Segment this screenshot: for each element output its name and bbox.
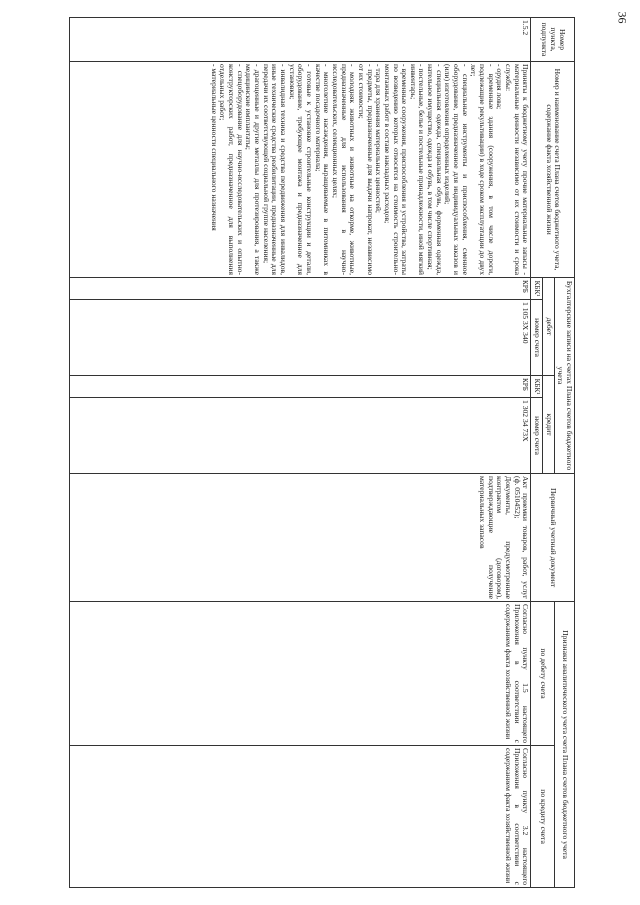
row-kbk-credit: КРБ bbox=[70, 376, 531, 398]
row-account-debit: 1 105 3X 340 bbox=[70, 300, 531, 376]
row-description: Приняты к бюджетному учету прочие материальные запасы - материальные ценности независимо от их стоимости и срока службы: - орудия лова; - временные здания (сооружения, в том числе дороги, подлежащие рекультивации) в ходе сроком эксплуатации до двух лет; - специальные инструменты и приспособления, сменное оборудование, предназначенное для индивидуальных заказов и (или) изготовления определенных изделий; - специальная одежда, специальная обувь, форменная одежда, нательное имущество, одежда и обувь, в том числе спортивная; - постельные, белье и постельные принадлежности, иной мягкий инвентарь; - временные сооружения, приспособления и устройства, затраты по возведению которых относятся на стоимость строительно-монтажных работ в составе накладных расходов; - тара для хранения материальных ценностей; - предметы, предназначенные для выдачи напрокат, независимо от их стоимости; - молодняк животных и животные на откорме, животные, предназначенные для использования в научно-исследовательских, селекционных целях; - многолетние насаждения, выращиваемые в питомниках в качестве посадочного материала; - готовые к установке строительные конструкции и детали, оборудование, требующее монтажа и предназначенное для установки; - инвалидная техника и средства передвижения для инвалидов, иные технические средства реабилитации, предназначенные для передачи их соответствующей социальной группе населения; - драгоценные и другие металлы для протезирования, а также медицинские имплантаты; - спецоборудование для научно-исследовательских и опытно-конструкторских работ, предназначенное для выполнения отдельных работ; - материальные ценности специального назначения bbox=[70, 62, 531, 278]
page-number: 36 bbox=[615, 11, 630, 24]
header-debit: дебет bbox=[543, 278, 555, 376]
header-document: Первичный учетный документ bbox=[531, 474, 575, 602]
header-kbk-credit: КБК¹ bbox=[531, 376, 543, 398]
table-row bbox=[70, 18, 531, 888]
row-analytics-credit: Согласно пункту 3.2 настоящего Приложения в соответствии с содержанием факта хозяйственной жизни bbox=[70, 746, 531, 888]
row-number: 1.5.2 bbox=[70, 18, 531, 62]
accounting-table bbox=[69, 17, 575, 888]
row-analytics-debit: Согласно пункту 1.5 настоящего Приложения в соответствии с содержанием факта хозяйственной жизни bbox=[70, 602, 531, 746]
header-num: Номер пункта, подпункта bbox=[531, 18, 575, 62]
rotated-page bbox=[30, 17, 575, 887]
header-analytics-credit: по кредиту счета bbox=[531, 746, 554, 888]
header-account-debit: номер счета bbox=[531, 300, 543, 376]
row-document: Акт приемки товаров, работ, услуг (ф. 0510452); Документы, предусмотренные контрактом (договором), подтверждающие получение материальных запасов bbox=[70, 474, 531, 602]
row-kbk-debit: КРБ bbox=[70, 278, 531, 300]
header-analytics: Признаки аналитического учета счета Плана счетов бюджетного учета bbox=[554, 602, 574, 888]
header-name: Номер и наименование счета Плана счетов бюджетного учета, содержание факта хозяйственной жизни bbox=[531, 62, 575, 278]
row-account-credit: 1 302 34 73X bbox=[70, 398, 531, 474]
header-kbk-debit: КБК¹ bbox=[531, 278, 543, 300]
header-entries: Бухгалтерские записи на счетах Плана счетов бюджетного учета bbox=[554, 278, 574, 474]
header-credit: кредит bbox=[543, 376, 555, 474]
header-account-credit: номер счета bbox=[531, 398, 543, 474]
header-analytics-debit: по дебету счета bbox=[531, 602, 554, 746]
